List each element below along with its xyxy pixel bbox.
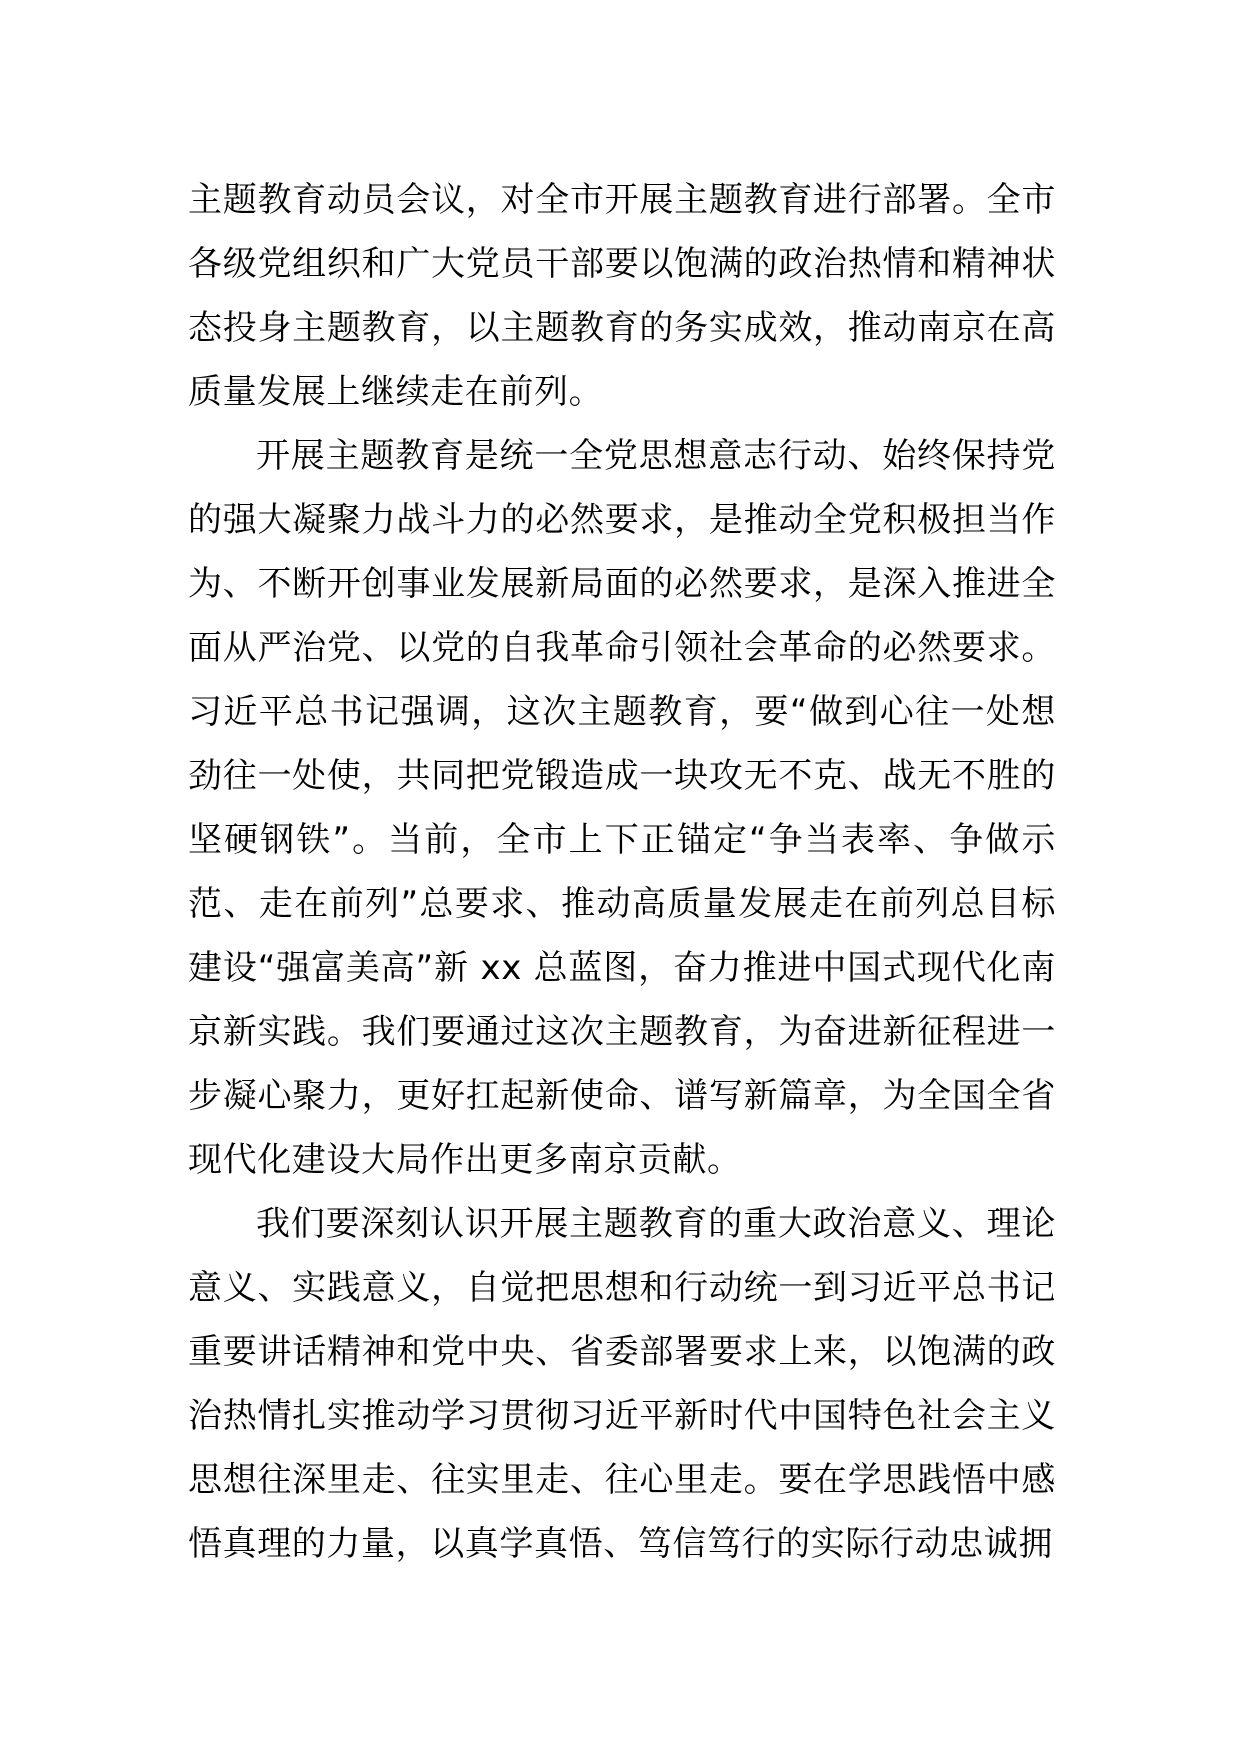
paragraph-3: 我们要深刻认识开展主题教育的重大政治意义、理论意义、实践意义，自觉把思想和行动统一到习近平总书记重要讲话精神和党中央、省委部署要求上来，以饱满的政治热情扎实推动学习贯彻习近平新时代中国特色社会主义思想往深里走、往实里走、往心里走。要在学思践悟中感悟真理的力量，以真学真悟、笃信笃行的实际行动忠诚拥 xyxy=(188,1204,1056,1564)
paragraph-1: 主题教育动员会议，对全市开展主题教育进行部署。全市各级党组织和广大党员干部要以饱满的政治热情和精神状态投身主题教育，以主题教育的务实成效，推动南京在高质量发展上继续走在前列。 xyxy=(188,180,1056,412)
document-body xyxy=(188,168,1056,1576)
paragraph-2: 开展主题教育是统一全党思想意志行动、始终保持党的强大凝聚力战斗力的必然要求，是推动全党积极担当作为、不断开创事业发展新局面的必然要求，是深入推进全面从严治党、以党的自我革命引领社会革命的必然要求。习近平总书记强调，这次主题教育，要“做到心往一处想劲往一处使，共同把党锻造成一块攻无不克、战无不胜的坚硬钢铁”。当前，全市上下正锚定“争当表率、争做示范、走在前列”总要求、推动高质量发展走在前列总目标建设“强富美高”新 xx 总蓝图，奋力推进中国式现代化南京新实践。我们要通过这次主题教育，为奋进新征程进一步凝心聚力，更好扛起新使命、谱写新篇章，为全国全省现代化建设大局作出更多南京贡献。 xyxy=(188,436,1056,1180)
